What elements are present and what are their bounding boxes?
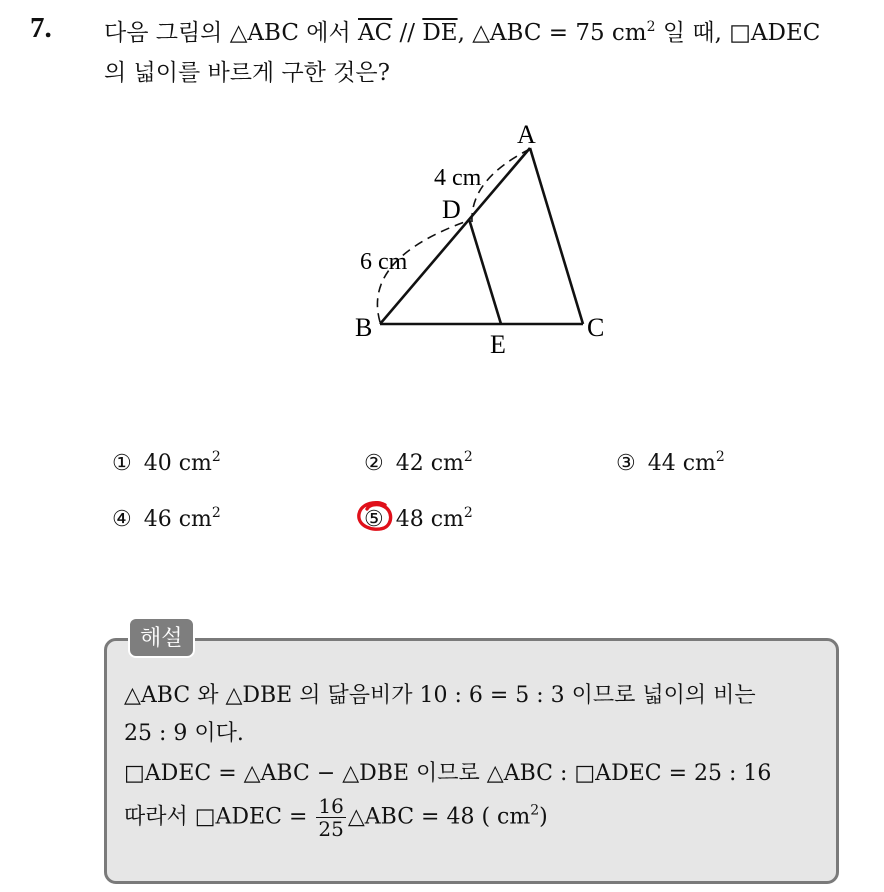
label-d: D bbox=[442, 195, 461, 224]
choice-1-value: 40 cm bbox=[143, 451, 212, 476]
choice-3-number: ③ bbox=[616, 451, 636, 476]
choice-4-value: 46 cm bbox=[143, 507, 212, 532]
label-a: A bbox=[517, 120, 536, 149]
solution-line-1: △ABC 와 △DBE 의 닮음비가 10 : 6 = 5 : 3 이므로 넓이의 비는 bbox=[124, 683, 756, 708]
question-text-sup: 2 bbox=[646, 19, 656, 35]
choice-2-number: ② bbox=[364, 451, 384, 476]
choice-3[interactable] bbox=[616, 449, 725, 476]
length-db: 6 cm bbox=[360, 249, 408, 275]
solution-line-4-end: ) bbox=[539, 804, 548, 830]
solution-line-4-post: △ABC = 48 ( cm bbox=[347, 804, 531, 830]
question-text-line2: 의 넓이를 바르게 구한 것은? bbox=[104, 60, 390, 86]
choice-1-number: ① bbox=[112, 451, 132, 476]
choice-5-sup: 2 bbox=[463, 505, 473, 521]
fraction-numerator: 16 bbox=[318, 794, 344, 818]
choice-3-sup: 2 bbox=[715, 449, 725, 465]
label-b: B bbox=[355, 313, 373, 342]
label-c: C bbox=[587, 313, 605, 342]
solution-line-4-sup: 2 bbox=[530, 802, 540, 819]
choice-3-value: 44 cm bbox=[647, 451, 716, 476]
choice-2-value: 42 cm bbox=[395, 451, 464, 476]
segment-ac: $\overline{AC}$ bbox=[358, 20, 393, 46]
length-ad: 4 cm bbox=[434, 165, 482, 191]
choice-5-number: ⑤ bbox=[364, 507, 384, 532]
choice-2[interactable] bbox=[364, 449, 473, 476]
solution-line-4 bbox=[124, 795, 548, 840]
question-text-part3: 일 때, □ADEC bbox=[655, 20, 821, 46]
choice-1-sup: 2 bbox=[211, 449, 221, 465]
question-number: 7. bbox=[30, 12, 52, 44]
answer-mark-circle-icon bbox=[355, 500, 395, 534]
choice-4-number: ④ bbox=[112, 507, 132, 532]
fraction-16-25 bbox=[316, 795, 345, 840]
segment-de: $\overline{DE}$ bbox=[422, 20, 458, 46]
solution-line-4-pre: 따라서 □ADEC = bbox=[124, 804, 308, 830]
side-ac bbox=[530, 148, 583, 324]
segment-de-line bbox=[469, 219, 501, 324]
fraction-denominator: 25 bbox=[318, 817, 344, 841]
triangle-figure bbox=[0, 0, 884, 400]
choice-5-value: 48 cm bbox=[395, 507, 464, 532]
choice-1[interactable] bbox=[112, 449, 221, 476]
solution-tag: 해설 bbox=[128, 617, 195, 658]
label-e: E bbox=[490, 330, 506, 359]
choice-2-sup: 2 bbox=[463, 449, 473, 465]
question-text-part1: 다음 그림의 △ABC 에서 bbox=[104, 20, 358, 46]
solution-line-3: □ADEC = △ABC − △DBE 이므로 △ABC : □ADEC = 25 : 16 bbox=[124, 761, 772, 786]
question-text-part2: , △ABC = 75 cm bbox=[457, 20, 647, 46]
parallel-symbol: // bbox=[392, 20, 423, 46]
choice-4[interactable] bbox=[112, 505, 221, 532]
solution-line-2: 25 : 9 이다. bbox=[124, 721, 244, 746]
choice-4-sup: 2 bbox=[211, 505, 221, 521]
